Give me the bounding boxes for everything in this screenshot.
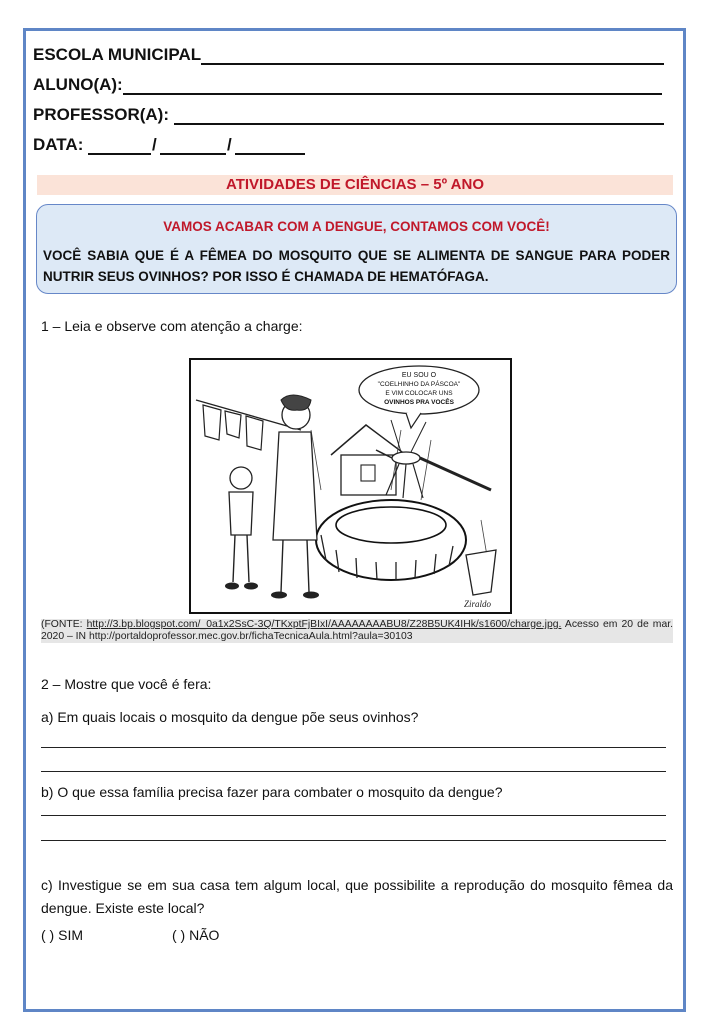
info-box (36, 204, 677, 294)
answer-line[interactable] (41, 771, 666, 772)
info-box-title: VAMOS ACABAR COM A DENGUE, CONTAMOS COM VOCÊ! (163, 219, 550, 234)
date-year-field[interactable] (235, 153, 305, 155)
date-label: DATA: (33, 135, 84, 154)
cartoon-signature: Ziraldo (463, 599, 491, 609)
date-month-field[interactable] (160, 153, 226, 155)
source-prefix: (FONTE: (41, 619, 87, 630)
date-day-field[interactable] (88, 153, 151, 155)
teacher-label: PROFESSOR(A): (33, 105, 169, 124)
student-field[interactable] (123, 93, 662, 95)
answer-line[interactable] (41, 815, 666, 816)
student-label: ALUNO(A): (33, 75, 123, 94)
info-box-body: VOCÊ SABIA QUE É A FÊMEA DO MOSQUITO QUE SE ALIMENTA DE SANGUE PARA PODER NUTRIR SEUS OVINHOS? POR ISSO É CHAMADA DE HEMATÓFAGA. (43, 248, 670, 284)
speech-line-3: E VIM COLOCAR UNS (385, 390, 453, 397)
answer-line[interactable] (41, 840, 666, 841)
question-1-prompt: 1 – Leia e observe com atenção a charge: (41, 318, 303, 334)
question-2-prompt: 2 – Mostre que você é fera: (41, 676, 212, 692)
school-field[interactable] (201, 63, 664, 65)
date-separator: / (152, 135, 157, 154)
question-2a: a) Em quais locais o mosquito da dengue põe seus ovinhos? (41, 709, 419, 725)
school-label: ESCOLA MUNICIPAL (33, 45, 202, 64)
teacher-field[interactable] (174, 123, 664, 125)
option-yes[interactable]: ( ) SIM (41, 927, 83, 943)
source-suffix: Acesso em 20 de mar. 2020 – IN http://portaldoprofessor.mec.gov.br/fichaTecnicaAula.html?aula=30103 (41, 619, 673, 642)
answer-line[interactable] (41, 747, 666, 748)
option-no[interactable]: ( ) NÃO (172, 927, 220, 943)
speech-line-2: "COELHINHO DA PÁSCOA" (377, 381, 461, 388)
speech-line-4: OVINHOS PRA VOCÊS (384, 399, 454, 406)
question-2c: c) Investigue se em sua casa tem algum local, que possibilite a reprodução do mosquito fêmea da dengue. Existe este local? (41, 877, 673, 916)
page-title: ATIVIDADES DE CIÊNCIAS – 5º ANO (37, 175, 673, 195)
dengue-cartoon (189, 358, 512, 614)
image-source-citation (41, 619, 673, 643)
question-2b: b) O que essa família precisa fazer para combater o mosquito da dengue? (41, 784, 503, 800)
date-separator: / (227, 135, 232, 154)
speech-line-1: EU SOU O (401, 372, 437, 379)
source-link[interactable]: http://3.bp.blogspot.com/_0a1x2SsC-3Q/TKxptFjBIxI/AAAAAAAABU8/Z28B5UK4IHk/s1600/charge.jpg. (86, 619, 562, 630)
